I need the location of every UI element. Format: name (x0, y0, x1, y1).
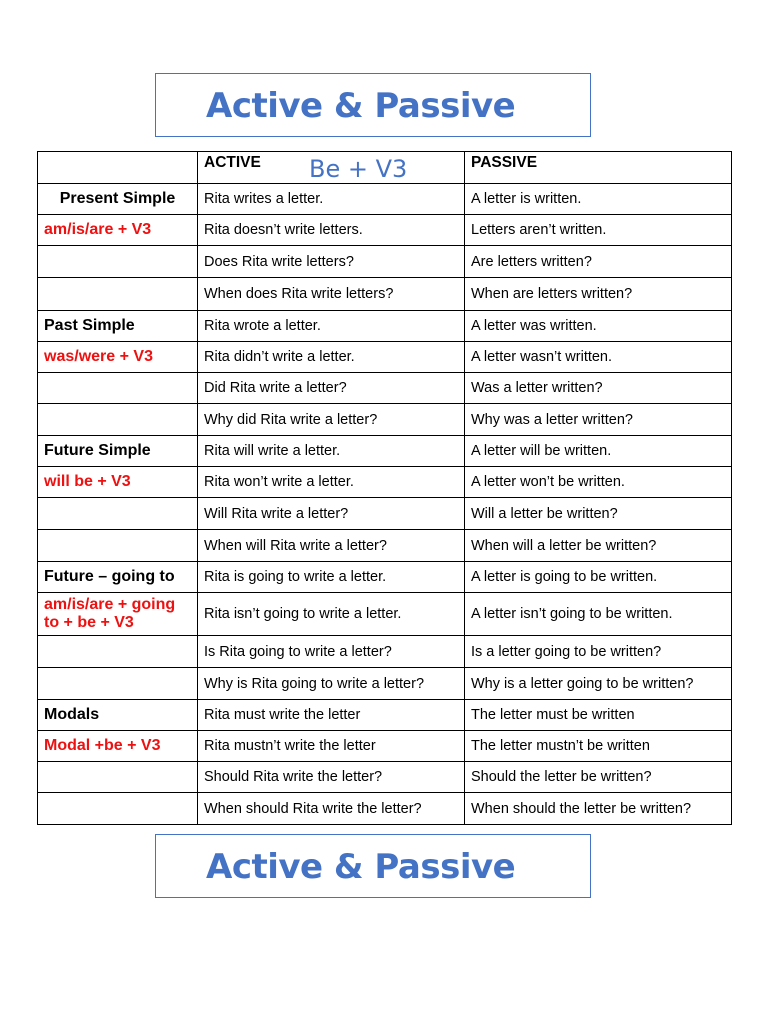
active-sentence: Why is Rita going to write a letter? (198, 668, 465, 700)
active-sentence: Rita mustn’t write the letter (198, 731, 465, 762)
passive-sentence: Should the letter be written? (465, 762, 732, 793)
active-sentence: Should Rita write the letter? (198, 762, 465, 793)
title-box-bottom (155, 834, 591, 898)
table-row (38, 731, 732, 762)
tense-cell (38, 700, 198, 731)
passive-sentence: A letter will be written. (465, 436, 732, 467)
table-row (38, 498, 732, 530)
passive-sentence: Will a letter be written? (465, 498, 732, 530)
table-row (38, 530, 732, 562)
table-row (38, 562, 732, 593)
tense-label: Future Simple (44, 442, 151, 459)
tense-cell (38, 668, 198, 700)
table-row (38, 436, 732, 467)
active-sentence: When does Rita write letters? (198, 278, 465, 311)
passive-sentence: Letters aren’t written. (465, 215, 732, 246)
tense-cell (38, 184, 198, 215)
formula-label: was/were + V3 (44, 348, 153, 365)
table-row (38, 404, 732, 436)
passive-sentence: A letter was written. (465, 311, 732, 342)
passive-sentence: Is a letter going to be written? (465, 636, 732, 668)
tense-label: Past Simple (44, 317, 135, 334)
table-row (38, 636, 732, 668)
active-sentence: Rita will write a letter. (198, 436, 465, 467)
table-row (38, 700, 732, 731)
tense-cell (38, 731, 198, 762)
active-sentence: When will Rita write a letter? (198, 530, 465, 562)
passive-sentence: The letter must be written (465, 700, 732, 731)
active-sentence: Rita must write the letter (198, 700, 465, 731)
active-sentence: Rita is going to write a letter. (198, 562, 465, 593)
passive-sentence: When will a letter be written? (465, 530, 732, 562)
table-row (38, 593, 732, 636)
active-sentence: Rita didn’t write a letter. (198, 342, 465, 373)
header-cell-empty (38, 152, 198, 184)
tense-cell (38, 404, 198, 436)
passive-sentence: Was a letter written? (465, 373, 732, 404)
active-sentence: Did Rita write a letter? (198, 373, 465, 404)
passive-sentence: A letter won’t be written. (465, 467, 732, 498)
active-sentence: Does Rita write letters? (198, 246, 465, 278)
passive-sentence: A letter is written. (465, 184, 732, 215)
passive-sentence: Why is a letter going to be written? (465, 668, 732, 700)
tense-cell (38, 311, 198, 342)
tense-cell (38, 793, 198, 825)
formula-note: Be + V3 (309, 155, 408, 183)
tense-label: Future – going to (44, 568, 175, 585)
passive-sentence: When are letters written? (465, 278, 732, 311)
table-row (38, 215, 732, 246)
tense-cell (38, 342, 198, 373)
tense-cell (38, 278, 198, 311)
active-sentence: Will Rita write a letter? (198, 498, 465, 530)
tense-cell (38, 215, 198, 246)
passive-sentence: The letter mustn’t be written (465, 731, 732, 762)
formula-label: Modal +be + V3 (44, 737, 161, 754)
tense-label: Modals (44, 706, 100, 723)
active-sentence: Is Rita going to write a letter? (198, 636, 465, 668)
active-sentence: When should Rita write the letter? (198, 793, 465, 825)
table-row (38, 668, 732, 700)
active-sentence: Why did Rita write a letter? (198, 404, 465, 436)
passive-sentence: A letter is going to be written. (465, 562, 732, 593)
tense-cell (38, 436, 198, 467)
formula-label: am/is/are + V3 (44, 221, 152, 238)
table-row (38, 278, 732, 311)
table-row (38, 184, 732, 215)
table-row (38, 342, 732, 373)
passive-sentence: Why was a letter written? (465, 404, 732, 436)
header-passive (465, 152, 732, 184)
tense-cell (38, 762, 198, 793)
formula-label: am/is/are + going to + be + V3 (44, 596, 176, 631)
table-row (38, 467, 732, 498)
tense-cell (38, 246, 198, 278)
tense-cell (38, 373, 198, 404)
title-box-top (155, 73, 591, 137)
tense-cell (38, 562, 198, 593)
passive-sentence: Are letters written? (465, 246, 732, 278)
page-title-repeat: Active & Passive (206, 847, 516, 887)
tense-cell (38, 530, 198, 562)
tense-cell (38, 636, 198, 668)
formula-label: will be + V3 (44, 473, 131, 490)
active-sentence: Rita won’t write a letter. (198, 467, 465, 498)
active-sentence: Rita wrote a letter. (198, 311, 465, 342)
header-passive-label: PASSIVE (471, 154, 538, 171)
tense-label: Present Simple (59, 190, 176, 207)
tense-cell (38, 498, 198, 530)
page-title: Active & Passive (206, 86, 516, 126)
table-row (38, 373, 732, 404)
header-active-label: ACTIVE (204, 154, 261, 171)
passive-sentence: A letter isn’t going to be written. (465, 593, 732, 636)
active-passive-table (37, 151, 732, 825)
active-sentence: Rita isn’t going to write a letter. (198, 593, 465, 636)
passive-sentence: When should the letter be written? (465, 793, 732, 825)
active-sentence: Rita writes a letter. (198, 184, 465, 215)
table-row (38, 311, 732, 342)
tense-cell (38, 467, 198, 498)
table-row (38, 246, 732, 278)
table-row (38, 793, 732, 825)
passive-sentence: A letter wasn’t written. (465, 342, 732, 373)
active-sentence: Rita doesn’t write letters. (198, 215, 465, 246)
tense-cell (38, 593, 198, 636)
table-row (38, 762, 732, 793)
